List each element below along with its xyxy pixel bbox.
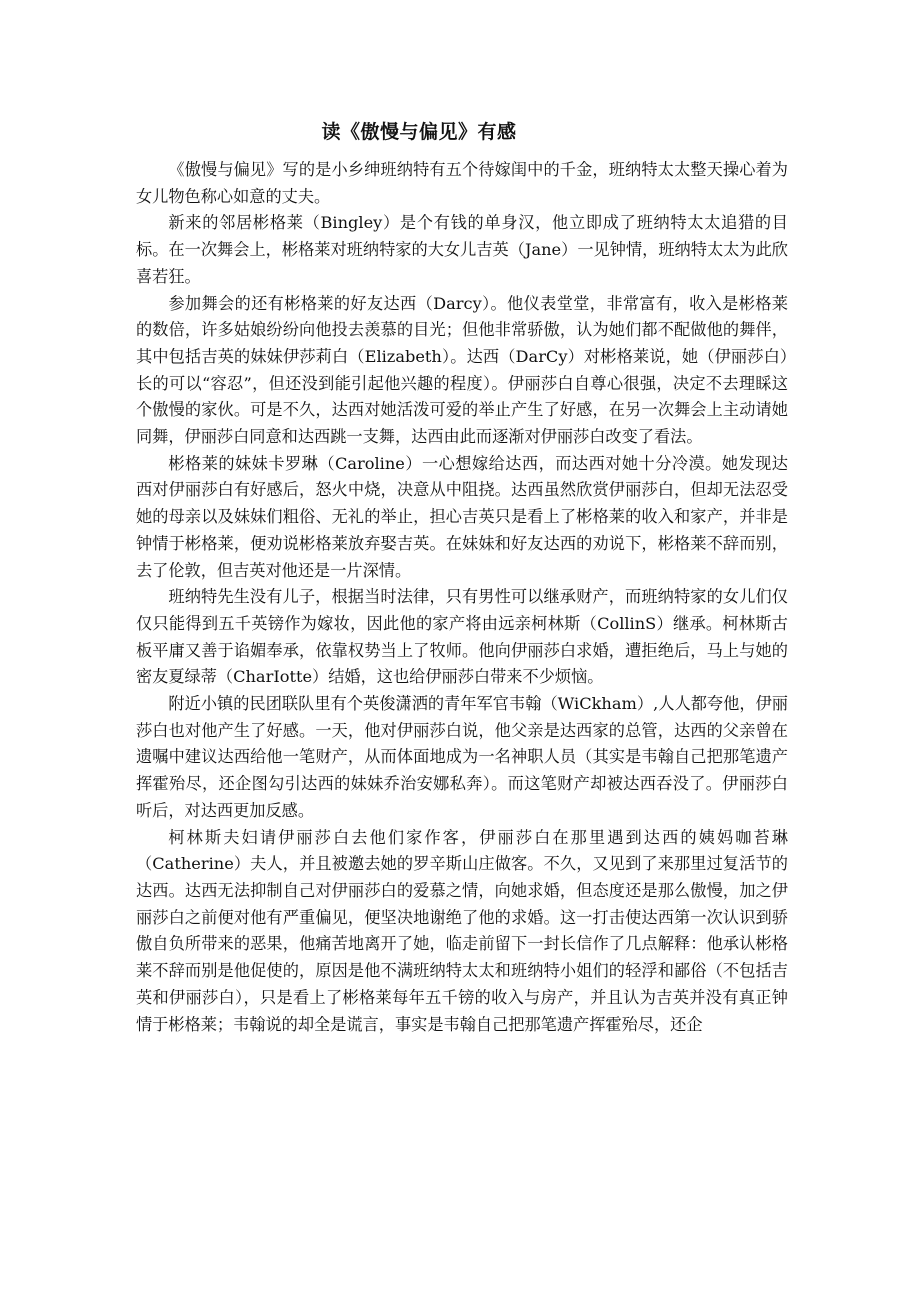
paragraph: 《傲慢与偏见》写的是小乡绅班纳特有五个待嫁闺中的千金，班纳特太太整天操心着为女儿物色称心如意的丈夫。	[136, 160, 788, 206]
paragraph: 班纳特先生没有儿子，根据当时法律，只有男性可以继承财产，而班纳特家的女儿们仅仅只能得到五千英镑作为嫁妆，因此他的家产将由远亲柯林斯（CollinS）继承。柯林斯古板平庸又善于谄媚奉承，依靠权势当上了牧师。他向伊丽莎白求婚，遭拒绝后，马上与她的密友夏绿蒂（CharIotte）结婚，这也给伊丽莎白带来不少烦恼。	[136, 587, 788, 687]
document-body	[136, 157, 788, 1038]
document-title: 读《傲慢与偏见》有感	[321, 121, 517, 143]
paragraph: 新来的邻居彬格莱（Bingley）是个有钱的单身汉，他立即成了班纳特太太追猎的目标。在一次舞会上，彬格莱对班纳特家的大女儿吉英（Jane）一见钟情，班纳特太太为此欣喜若狂。	[136, 213, 788, 286]
paragraph: 参加舞会的还有彬格莱的好友达西（Darcy）。他仪表堂堂，非常富有，收入是彬格莱的数倍，许多姑娘纷纷向他投去羡慕的目光；但他非常骄傲，认为她们都不配做他的舞伴，其中包括吉英的妹妹伊莎莉白（Elizabeth）。达西（DarCy）对彬格莱说，她（伊丽莎白）长的可以“容忍”，但还没到能引起他兴趣的程度）。伊丽莎白自尊心很强，决定不去理睬这个傲慢的家伙。可是不久，达西对她活泼可爱的举止产生了好感，在另一次舞会上主动请她同舞，伊丽莎白同意和达西跳一支舞，达西由此而逐渐对伊丽莎白改变了看法。	[136, 293, 788, 447]
paragraph: 附近小镇的民团联队里有个英俊潇洒的青年军官韦翰（WiCkham）,人人都夸他，伊丽莎白也对他产生了好感。一天，他对伊丽莎白说，他父亲是达西家的总管，达西的父亲曾在遗嘱中建议达西给他一笔财产，从而体面地成为一名神职人员（其实是韦翰自己把那笔遗产挥霍殆尽，还企图勾引达西的妹妹乔治安娜私奔）。而这笔财产却被达西吞没了。伊丽莎白听后，对达西更加反感。	[136, 694, 788, 820]
paragraph: 彬格莱的妹妹卡罗琳（Caroline）一心想嫁给达西，而达西对她十分冷漠。她发现达西对伊丽莎白有好感后，怒火中烧，决意从中阻挠。达西虽然欣赏伊丽莎白，但却无法忍受她的母亲以及妹妹们粗俗、无礼的举止，担心吉英只是看上了彬格莱的收入和家产，并非是钟情于彬格莱，便劝说彬格莱放弃娶吉英。在妹妹和好友达西的劝说下，彬格莱不辞而别，去了伦敦，但吉英对他还是一片深情。	[136, 453, 788, 580]
paragraph: 柯林斯夫妇请伊丽莎白去他们家作客，伊丽莎白在那里遇到达西的姨妈咖苔琳（Catherine）夫人，并且被邀去她的罗辛斯山庄做客。不久，又见到了来那里过复活节的达西。达西无法抑制自己对伊丽莎白的爱慕之情，向她求婚，但态度还是那么傲慢，加之伊丽莎白之前便对他有严重偏见，便坚决地谢绝了他的求婚。这一打击使达西第一次认识到骄傲自负所带来的恶果，他痛苦地离开了她，临走前留下一封长信作了几点解释：他承认彬格莱不辞而别是他促使的，原因是他不满班纳特太太和班纳特小姐们的轻浮和鄙俗（不包括吉英和伊丽莎白），只是看上了彬格莱每年五千镑的收入与房产，并且认为吉英并没有真正钟情于彬格莱；韦翰说的却全是谎言，事实是韦翰自己把那笔遗产挥霍殆尽，还企	[136, 827, 788, 1034]
